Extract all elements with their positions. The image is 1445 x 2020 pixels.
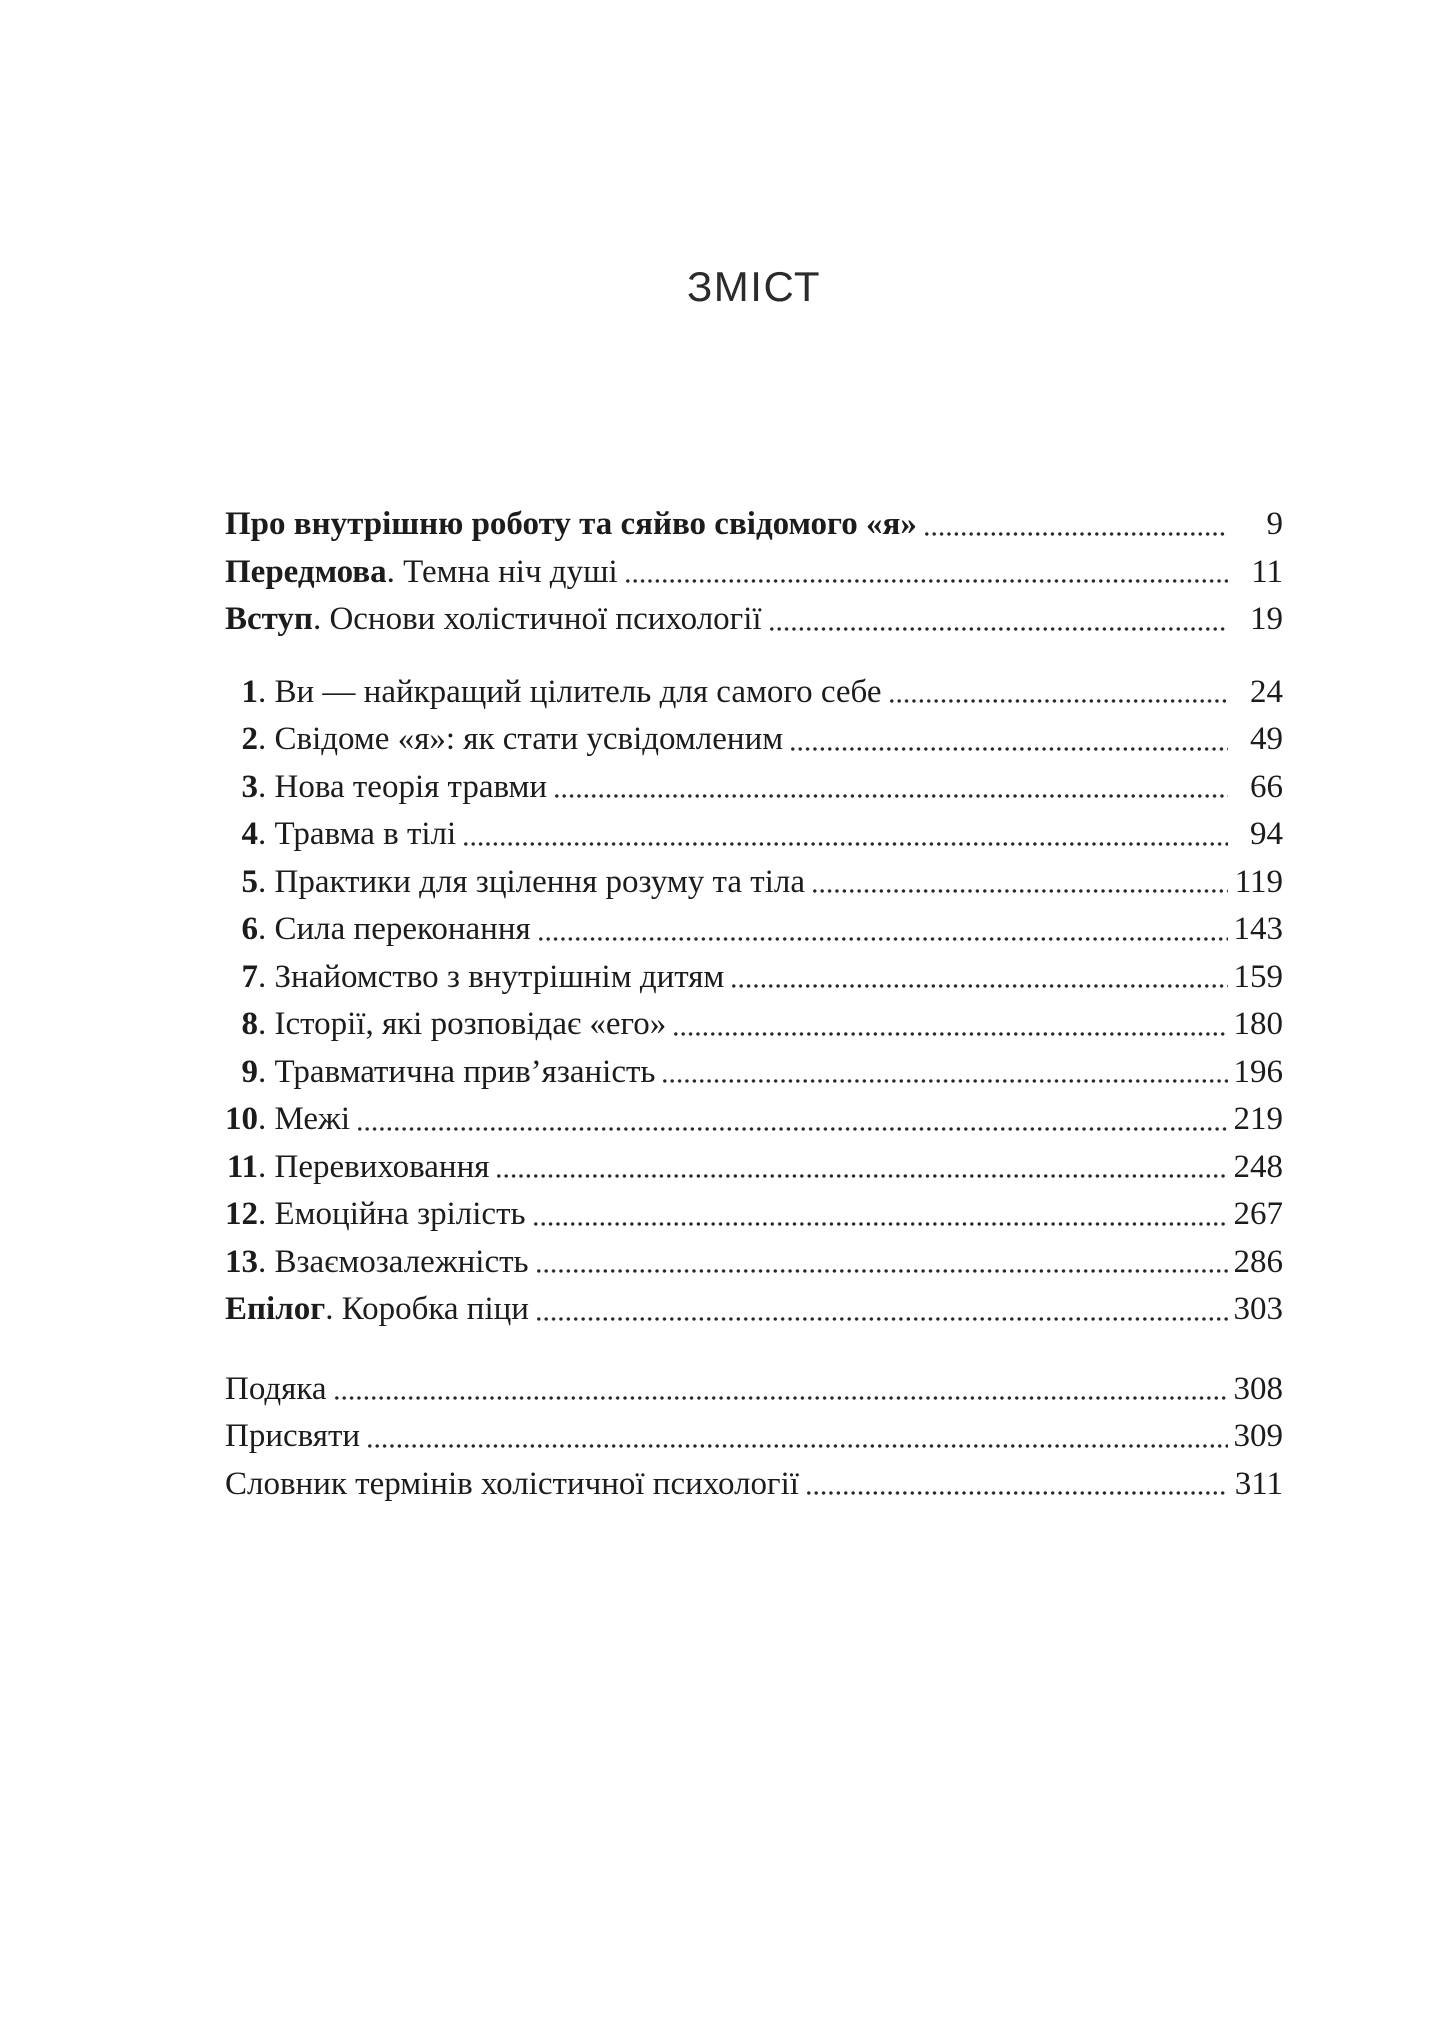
entry-label: Перевиховання xyxy=(274,1148,490,1185)
toc-entry xyxy=(225,954,1283,1002)
entry-page-number: 49 xyxy=(1250,721,1283,757)
page-title: ЗМІСТ xyxy=(686,263,822,310)
chapter-number: 5 xyxy=(241,863,258,900)
dot-leader xyxy=(807,1461,1228,1509)
dot-leader xyxy=(555,764,1228,812)
toc-entry xyxy=(225,549,1283,597)
entry-page-number: 308 xyxy=(1233,1370,1283,1407)
dot-leader xyxy=(925,501,1228,549)
separator: . xyxy=(258,863,275,900)
entry-page-number: 19 xyxy=(1250,601,1283,637)
toc-entry xyxy=(225,669,1283,717)
dot-leader xyxy=(770,596,1228,644)
dot-leader xyxy=(813,859,1228,907)
entry-label: . Темна ніч душі xyxy=(386,553,618,590)
dot-leader xyxy=(464,811,1228,859)
chapter-number: 3 xyxy=(241,768,258,805)
chapter-number: 9 xyxy=(241,1053,258,1090)
entry-page-number: 66 xyxy=(1250,768,1283,805)
entry-page-number: 309 xyxy=(1233,1418,1283,1454)
entry-label: Сила переконання xyxy=(274,911,531,947)
toc-entry xyxy=(225,764,1283,812)
toc-entry xyxy=(225,1001,1283,1049)
entry-page-number: 9 xyxy=(1266,506,1283,542)
dot-leader xyxy=(368,1413,1228,1461)
entry-label: Нова теорія травми xyxy=(274,768,548,805)
entry-label: Свідоме «я»: як стати усвідомленим xyxy=(274,721,784,757)
chapter-number: 12 xyxy=(225,1196,258,1232)
toc-entry xyxy=(225,1366,1283,1414)
dot-leader xyxy=(890,669,1228,717)
toc-entry xyxy=(225,859,1283,907)
entry-label: Подяка xyxy=(225,1370,327,1407)
toc-entry xyxy=(225,501,1283,549)
chapter-number: 8 xyxy=(241,1006,258,1042)
chapter-number: 10 xyxy=(225,1101,258,1137)
chapter-number: 13 xyxy=(225,1243,258,1280)
separator: . xyxy=(258,1243,275,1280)
separator: . xyxy=(258,721,275,757)
entry-page-number: 286 xyxy=(1233,1243,1283,1280)
toc-entry xyxy=(225,1049,1283,1097)
dot-leader xyxy=(537,1239,1228,1287)
chapter-number: 1 xyxy=(241,673,258,710)
toc-entry xyxy=(225,716,1283,764)
entry-label: Ви — найкращий цілитель для самого себе xyxy=(274,673,882,710)
entry-page-number: 143 xyxy=(1233,911,1283,947)
entry-label: Травма в тілі xyxy=(274,816,457,852)
dot-leader xyxy=(358,1096,1228,1144)
entry-page-number: 94 xyxy=(1250,816,1283,852)
chapter-number: 7 xyxy=(241,958,258,995)
entry-page-number: 24 xyxy=(1250,673,1283,710)
toc-entry xyxy=(225,596,1283,644)
entry-label: Історії, які розповідає «его» xyxy=(274,1006,667,1042)
dot-leader xyxy=(497,1144,1228,1192)
entry-label: . Основи холістичної психології xyxy=(312,601,762,637)
separator: . xyxy=(258,816,275,852)
back-matter-section xyxy=(225,1366,1283,1509)
separator: . xyxy=(258,768,275,805)
entry-label-bold: Передмова xyxy=(225,553,387,590)
entry-label-bold: Вступ xyxy=(225,601,313,637)
toc-entry xyxy=(225,1144,1283,1192)
chapter-number: 4 xyxy=(241,816,258,852)
separator: . xyxy=(258,673,275,710)
entry-page-number: 248 xyxy=(1233,1148,1283,1185)
entry-page-number: 303 xyxy=(1233,1291,1283,1327)
separator: . xyxy=(258,1101,275,1137)
dot-leader xyxy=(539,906,1228,954)
toc-entry-epilogue xyxy=(225,1286,1283,1334)
dot-leader xyxy=(663,1049,1228,1097)
entry-label: Практики для зцілення розуму та тіла xyxy=(274,863,805,900)
toc-entry xyxy=(225,1461,1283,1509)
toc-entry xyxy=(225,906,1283,954)
entry-label-bold: Епілог xyxy=(225,1291,326,1327)
entry-page-number: 219 xyxy=(1233,1101,1283,1137)
entry-label: Емоційна зрілість xyxy=(274,1196,526,1232)
entry-page-number: 119 xyxy=(1234,863,1283,900)
dot-leader xyxy=(537,1286,1228,1334)
toc-entry xyxy=(225,1239,1283,1287)
entry-page-number: 196 xyxy=(1233,1053,1283,1090)
book-toc-page xyxy=(225,0,1283,1508)
entry-label: . Коробка піци xyxy=(325,1291,529,1327)
entry-label-bold: Про внутрішню роботу та сяйво свідомого «я» xyxy=(225,506,917,542)
separator: . xyxy=(258,1053,275,1090)
separator: . xyxy=(258,1006,275,1042)
separator: . xyxy=(258,911,275,947)
toc-entry xyxy=(225,1191,1283,1239)
entry-page-number: 159 xyxy=(1233,958,1283,995)
toc-entry xyxy=(225,1096,1283,1144)
entry-label: Взаємозалежність xyxy=(274,1243,529,1280)
separator: . xyxy=(258,1196,275,1232)
dot-leader xyxy=(674,1001,1228,1049)
toc-entry xyxy=(225,811,1283,859)
dot-leader xyxy=(732,954,1228,1002)
entry-label: Межі xyxy=(274,1101,351,1137)
entry-label: Знайомство з внутрішнім дитям xyxy=(274,958,725,995)
chapter-number: 11 xyxy=(226,1148,258,1185)
entry-label: Травматична прив’язаність xyxy=(274,1053,656,1090)
entry-label: Присвяти xyxy=(225,1418,361,1454)
separator: . xyxy=(258,1148,275,1185)
toc-entry xyxy=(225,1413,1283,1461)
entry-page-number: 180 xyxy=(1233,1006,1283,1042)
chapter-number: 6 xyxy=(241,911,258,947)
dot-leader xyxy=(534,1191,1228,1239)
front-matter-section xyxy=(225,501,1283,644)
entry-page-number: 11 xyxy=(1251,553,1283,590)
entry-page-number: 267 xyxy=(1233,1196,1283,1232)
entry-page-number: 311 xyxy=(1234,1465,1283,1502)
chapter-number: 2 xyxy=(241,721,258,757)
dot-leader xyxy=(335,1366,1228,1414)
dot-leader xyxy=(791,716,1228,764)
entry-label: Словник термінів холістичної психології xyxy=(225,1465,799,1502)
chapters-section xyxy=(225,669,1283,1334)
dot-leader xyxy=(626,549,1228,597)
separator: . xyxy=(258,958,275,995)
